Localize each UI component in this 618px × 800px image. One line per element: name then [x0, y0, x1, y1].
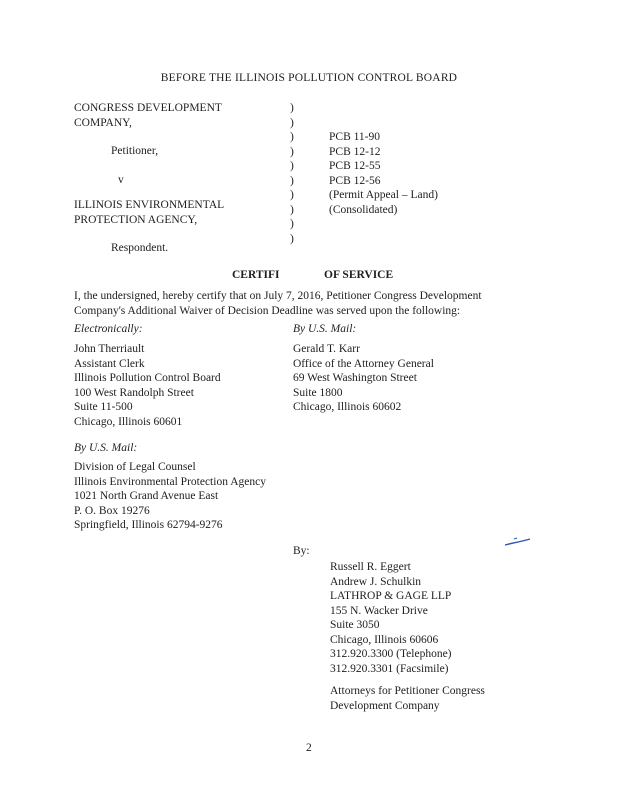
petitioner-role: Petitioner, [111, 145, 159, 157]
caption-paren: ) [290, 145, 294, 158]
respondent-role: Respondent. [111, 242, 169, 254]
service-address-right [293, 342, 434, 415]
signature-block [330, 560, 452, 676]
by-label: By: [293, 545, 310, 557]
intro-line: Company's Additional Waiver of Decision Deadline was served upon the following: [74, 304, 461, 317]
caption-paren: ) [290, 160, 294, 172]
case-numbers [329, 130, 438, 217]
petitioner-name-line: CONGRESS DEVELOPMENT [74, 102, 222, 114]
intro-paragraph [74, 289, 482, 318]
service-address-left [74, 342, 221, 429]
service-method-mail-bottom: By U.S. Mail: [74, 442, 138, 454]
versus-label: v [118, 174, 124, 186]
signature-line: 312.920.3301 (Facsimile) [330, 662, 449, 675]
page-number: 2 [306, 742, 312, 754]
caption-paren: ) [290, 189, 294, 201]
caption-paren: ) [290, 174, 294, 187]
caption-paren: ) [290, 218, 294, 230]
case-number: PCB 12-56 [329, 174, 381, 187]
address-line: Illinois Pollution Control Board [74, 372, 221, 384]
address-line: Chicago, Illinois 60602 [293, 401, 402, 413]
signature-line: Russell R. Eggert [330, 561, 411, 573]
attorneys-for-line: Attorneys for Petitioner Congress [330, 685, 485, 697]
address-line: 100 West Randolph Street [74, 386, 194, 399]
address-line: Illinois Environmental Protection Agency [74, 475, 266, 488]
signature-line: 155 N. Wacker Drive [330, 604, 428, 617]
signature-line: LATHROP & GAGE LLP [330, 590, 452, 602]
certificate-title-left: CERTIFI [232, 269, 280, 281]
address-line: Suite 11-500 [74, 401, 133, 413]
caption-paren: ) [290, 203, 294, 216]
petitioner-name-line: COMPANY, [74, 116, 132, 129]
caption-paren: ) [290, 102, 294, 114]
intro-line: I, the undersigned, hereby certify that on July 7, 2016, Petitioner Congress Development [74, 290, 482, 302]
address-line: Assistant Clerk [74, 357, 145, 370]
respondent-name-line: ILLINOIS ENVIRONMENTAL [74, 199, 225, 211]
service-address-bottom [74, 460, 266, 533]
address-line: Gerald T. Karr [293, 343, 360, 355]
address-line: Suite 1800 [293, 386, 343, 399]
address-line: 69 West Washington Street [293, 372, 417, 384]
signature-line: Andrew J. Schulkin [330, 575, 422, 588]
signature-line: Suite 3050 [330, 619, 380, 631]
case-number: (Permit Appeal – Land) [329, 189, 438, 201]
case-number: PCB 12-55 [329, 160, 381, 172]
certificate-title-right: OF SERVICE [324, 269, 394, 281]
address-line: 1021 North Grand Avenue East [74, 490, 219, 502]
service-method-electronic: Electronically: [74, 323, 143, 335]
caption-paren: ) [290, 232, 294, 245]
address-line: Office of the Attorney General [293, 357, 434, 370]
attorneys-for-line: Development Company [330, 699, 440, 712]
address-line: John Therriault [74, 343, 145, 355]
address-line: Springfield, Illinois 62794-9276 [74, 519, 223, 531]
service-method-mail-right: By U.S. Mail: [293, 323, 357, 335]
case-number: PCB 11-90 [329, 131, 381, 143]
respondent-name-line: PROTECTION AGENCY, [74, 213, 198, 226]
signature-line: Chicago, Illinois 60606 [330, 633, 439, 646]
respondent-name [74, 198, 224, 227]
caption-paren-column [290, 101, 294, 246]
address-line: Chicago, Illinois 60601 [74, 415, 183, 428]
board-header: BEFORE THE ILLINOIS POLLUTION CONTROL BOARD [160, 72, 458, 84]
signature-line: 312.920.3300 (Telephone) [330, 648, 452, 660]
signature-mark [504, 536, 532, 548]
caption-paren: ) [290, 131, 294, 143]
address-line: P. O. Box 19276 [74, 504, 150, 517]
petitioner-name [74, 101, 222, 130]
case-number: (Consolidated) [329, 203, 398, 216]
case-number: PCB 12-12 [329, 145, 381, 158]
attorneys-for [330, 684, 485, 713]
caption-paren: ) [290, 116, 294, 129]
address-line: Division of Legal Counsel [74, 461, 196, 473]
